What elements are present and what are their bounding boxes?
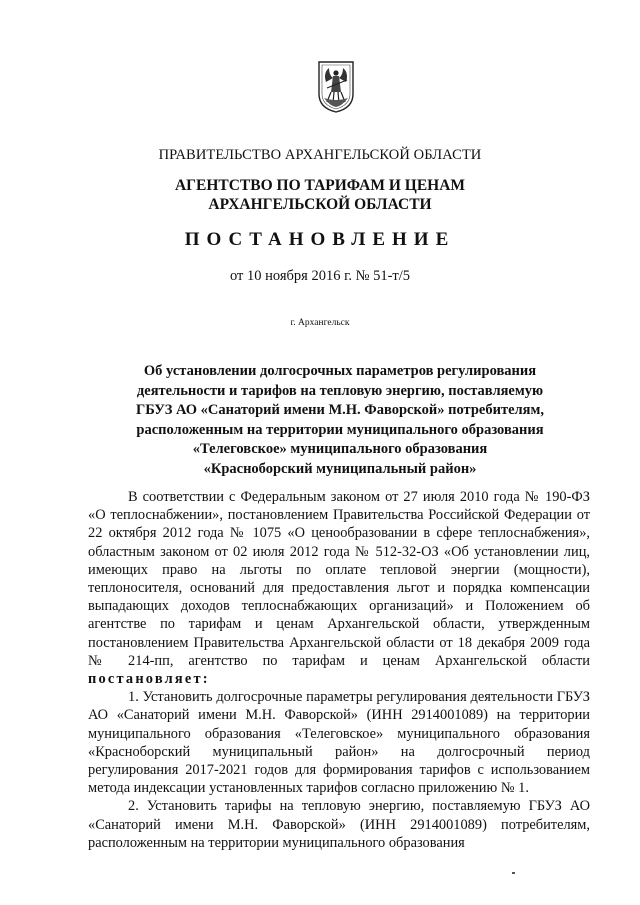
resolves-word: постановляет: [88,671,210,688]
body-paragraph-intro [88,488,590,688]
document-type-title: ПОСТАНОВЛЕНИЕ [184,229,456,250]
subject-line: деятельности и тарифов на тепловую энергию, поставляемую [136,382,544,399]
scan-speck [512,872,515,874]
subject-line: «Телеговское» муниципального образования [192,441,488,457]
agency-name [0,176,640,214]
subject-line: «Красноборский муниципальный район» [203,460,477,477]
document-subject [112,362,568,479]
agency-name-line: АРХАНГЕЛЬСКОЙ ОБЛАСТИ [208,196,432,213]
subject-line: Об установлении долгосрочных параметров регулирования [143,363,537,379]
coat-of-arms-icon [316,58,356,114]
subject-line: ГБУЗ АО «Санаторий имени М.Н. Фаворской» потребителям, [136,402,544,418]
government-name: ПРАВИТЕЛЬСТВО АРХАНГЕЛЬСКОЙ ОБЛАСТИ [158,147,482,163]
body-paragraph-item-2: 2. Установить тарифы на тепловую энергию, поставляемую ГБУЗ АО «Санаторий имени М.Н. Фаворской» (ИНН 2914001089) потребителям, расположенным на территории муниципального образования [88,798,590,851]
agency-name-line: АГЕНТСТВО ПО ТАРИФАМ И ЦЕНАМ [174,177,466,194]
subject-line: расположенным на территории муниципального образования [136,421,544,438]
city-name: г. Архангельск [290,318,350,328]
document-body [88,488,590,852]
body-paragraph-item-1: 1. Установить долгосрочные параметры регулирования деятельности ГБУЗ АО «Санаторий имени М.Н. Фаворской» (ИНН 2914001089) на территории муниципального образования «Телеговское» муниципального образования «Красноборский муниципальный район» на долгосрочный период регулирования 2017-2021 годов для формирования тарифов с использованием метода индексации установленных тарифов согласно приложению № 1. [88,689,590,797]
date-and-number: от 10 ноября 2016 г. № 51-т/5 [229,268,411,284]
intro-text: В соответствии с Федеральным законом от 27 июля 2010 года № 190-ФЗ «О теплоснабжении», постановлением Правительства Российской Федерации от 22 октября 2012 года № 1075 «О ценообразовании в сфере теплоснабжения», областным законом от 02 июля 2012 года № 512-32-ОЗ «Об установлении лиц, имеющих право на льготы по оплате тепловой энергии (мощности), теплоносителя, оснований для предоставления льгот и порядка компенсации выпадающих доходов теплоснабжающих организаций» и Положением об агентстве по тарифам и ценам Архангельской области, утвержденным постановлением Правительства Архангельской области от 18 декабря 2009 года № 214-пп, агентство по тарифам и ценам Архангельской области [88,489,590,669]
